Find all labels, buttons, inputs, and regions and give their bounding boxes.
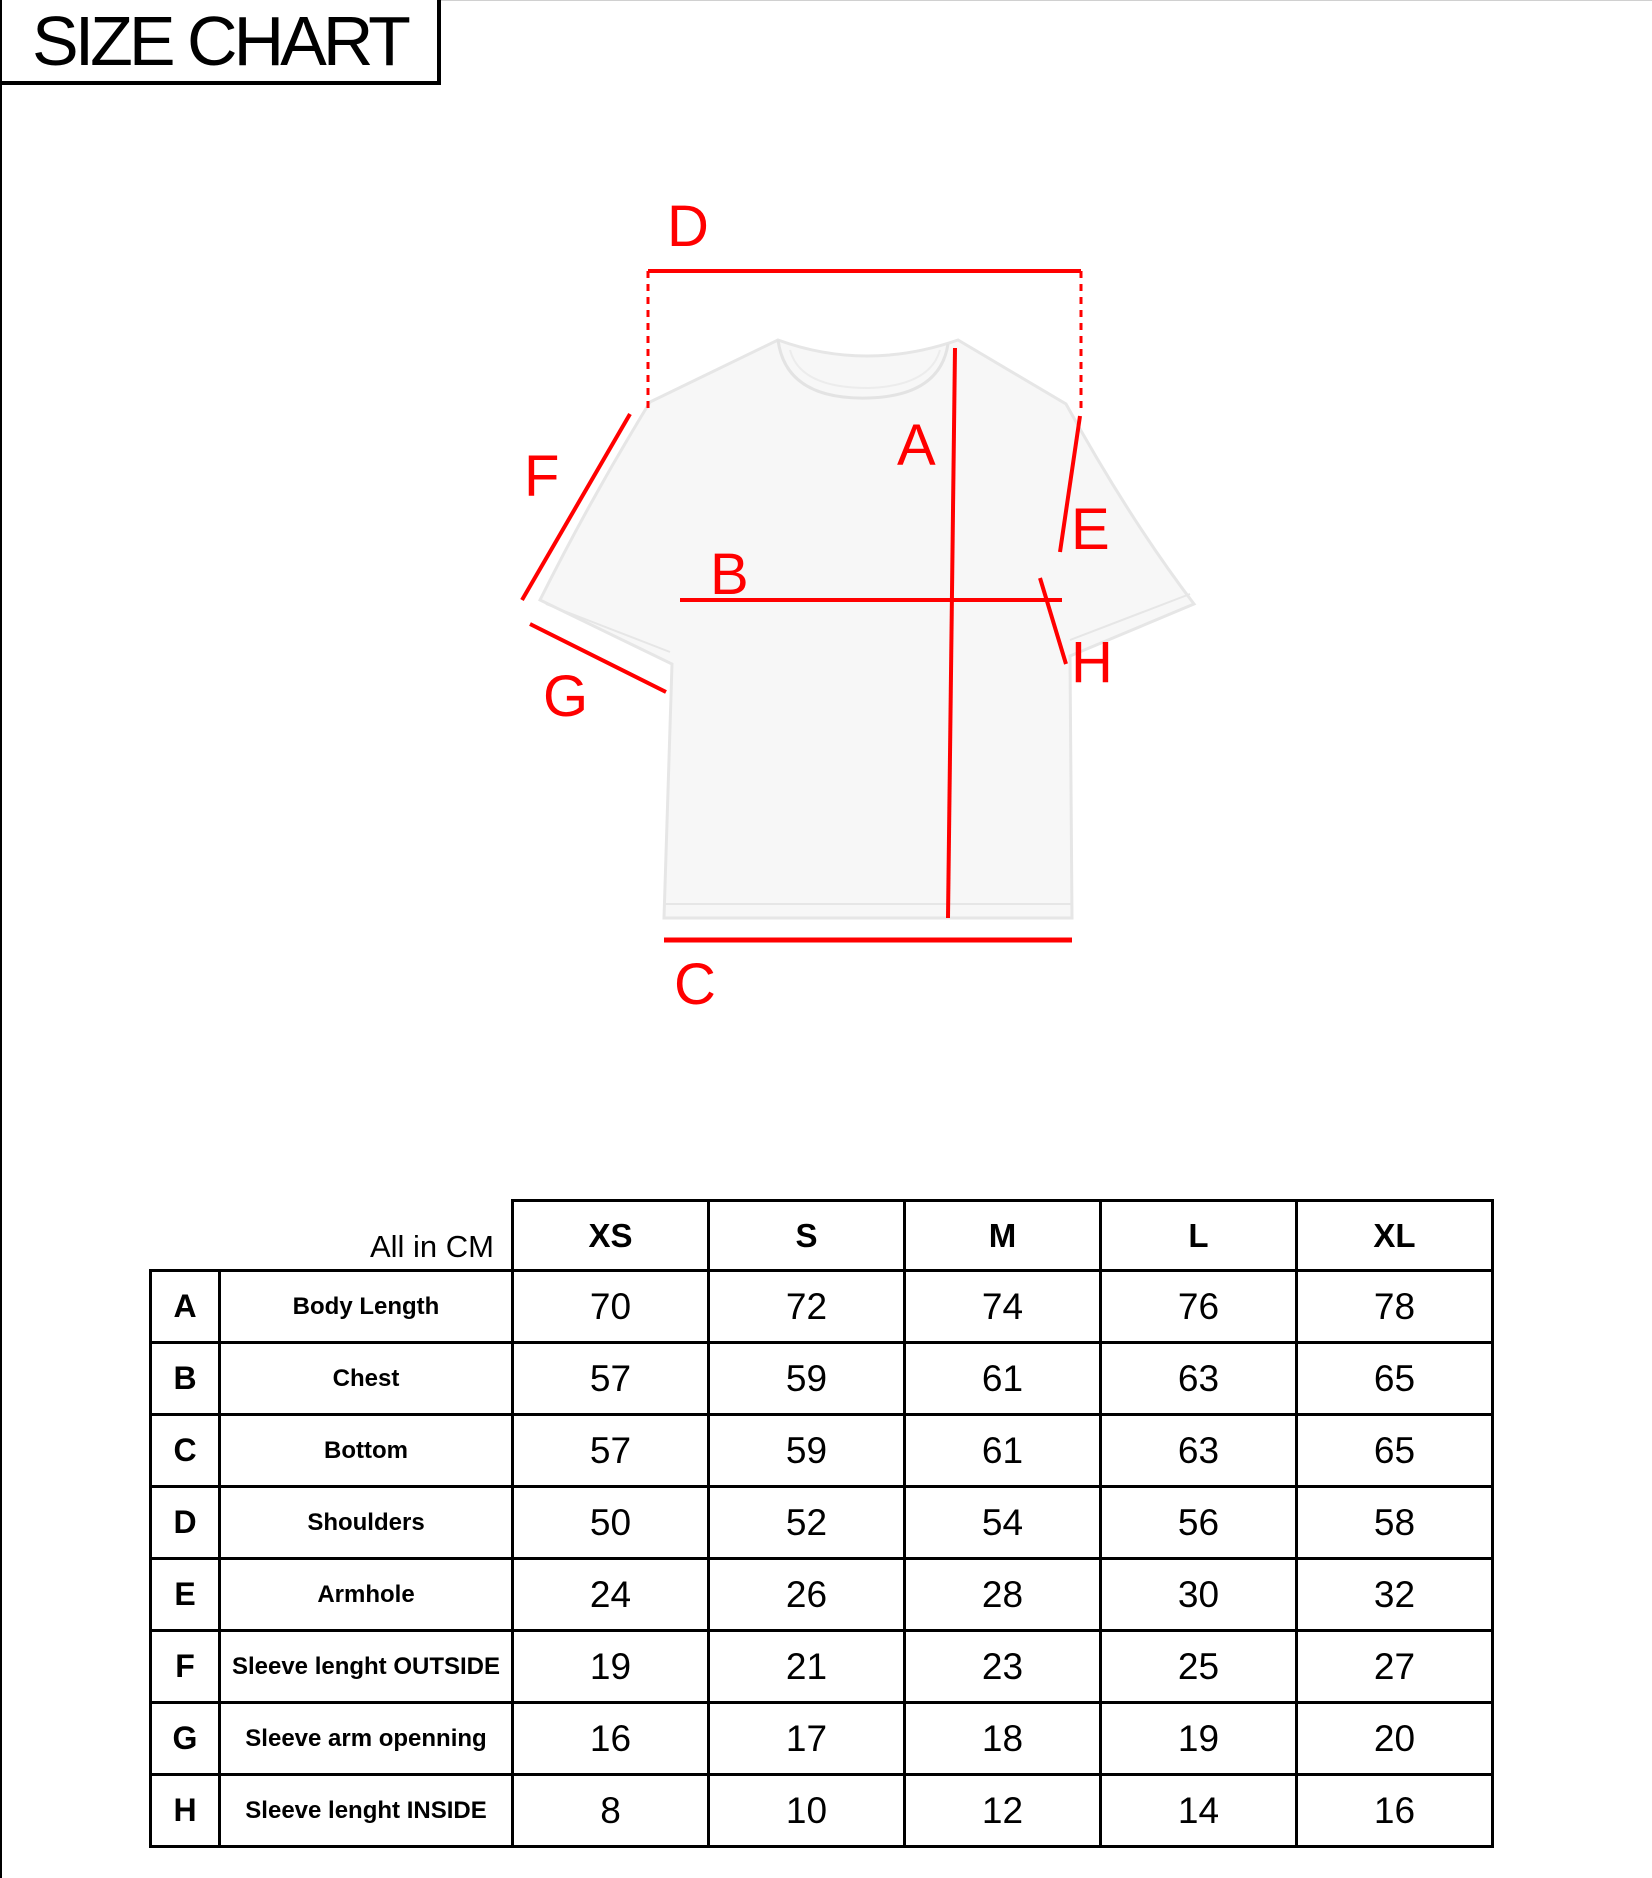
label-f: F — [524, 444, 560, 509]
value-cell: 17 — [709, 1703, 905, 1775]
table-row — [151, 1415, 1493, 1487]
label-b: B — [710, 542, 749, 607]
value-cell: 19 — [1101, 1703, 1297, 1775]
value-cell: 78 — [1297, 1271, 1493, 1343]
size-header-xs: XS — [513, 1201, 709, 1271]
row-label: Shoulders — [220, 1487, 513, 1559]
table-row — [151, 1775, 1493, 1847]
value-cell: 8 — [513, 1775, 709, 1847]
value-cell: 65 — [1297, 1415, 1493, 1487]
row-label: Body Length — [220, 1271, 513, 1343]
value-cell: 16 — [1297, 1775, 1493, 1847]
size-header-xl: XL — [1297, 1201, 1493, 1271]
value-cell: 18 — [905, 1703, 1101, 1775]
value-cell: 50 — [513, 1487, 709, 1559]
value-cell: 24 — [513, 1559, 709, 1631]
value-cell: 12 — [905, 1775, 1101, 1847]
value-cell: 74 — [905, 1271, 1101, 1343]
row-letter: A — [151, 1271, 220, 1343]
table-row — [151, 1559, 1493, 1631]
table-row — [151, 1631, 1493, 1703]
size-table — [149, 1199, 1494, 1848]
row-label: Sleeve lenght INSIDE — [220, 1775, 513, 1847]
value-cell: 52 — [709, 1487, 905, 1559]
value-cell: 61 — [905, 1415, 1101, 1487]
value-cell: 54 — [905, 1487, 1101, 1559]
value-cell: 57 — [513, 1415, 709, 1487]
value-cell: 56 — [1101, 1487, 1297, 1559]
label-h: H — [1071, 630, 1113, 695]
row-letter: B — [151, 1343, 220, 1415]
label-c: C — [674, 952, 716, 1017]
row-letter: D — [151, 1487, 220, 1559]
table-row — [151, 1271, 1493, 1343]
value-cell: 27 — [1297, 1631, 1493, 1703]
value-cell: 14 — [1101, 1775, 1297, 1847]
row-letter: G — [151, 1703, 220, 1775]
value-cell: 28 — [905, 1559, 1101, 1631]
label-a: A — [897, 413, 936, 478]
row-label: Bottom — [220, 1415, 513, 1487]
row-letter: F — [151, 1631, 220, 1703]
value-cell: 57 — [513, 1343, 709, 1415]
table-corner — [151, 1201, 513, 1271]
size-header-l: L — [1101, 1201, 1297, 1271]
row-label: Armhole — [220, 1559, 513, 1631]
size-header-s: S — [709, 1201, 905, 1271]
row-label: Chest — [220, 1343, 513, 1415]
value-cell: 70 — [513, 1271, 709, 1343]
label-d: D — [667, 194, 709, 259]
value-cell: 58 — [1297, 1487, 1493, 1559]
value-cell: 63 — [1101, 1415, 1297, 1487]
row-letter: H — [151, 1775, 220, 1847]
value-cell: 19 — [513, 1631, 709, 1703]
value-cell: 72 — [709, 1271, 905, 1343]
value-cell: 20 — [1297, 1703, 1493, 1775]
value-cell: 32 — [1297, 1559, 1493, 1631]
value-cell: 21 — [709, 1631, 905, 1703]
value-cell: 63 — [1101, 1343, 1297, 1415]
value-cell: 25 — [1101, 1631, 1297, 1703]
row-letter: C — [151, 1415, 220, 1487]
value-cell: 23 — [905, 1631, 1101, 1703]
value-cell: 10 — [709, 1775, 905, 1847]
value-cell: 76 — [1101, 1271, 1297, 1343]
table-row — [151, 1343, 1493, 1415]
row-label: Sleeve arm openning — [220, 1703, 513, 1775]
units-label: All in CM — [369, 1229, 494, 1264]
size-header-row — [151, 1201, 1493, 1271]
size-header-m: M — [905, 1201, 1101, 1271]
table-row — [151, 1703, 1493, 1775]
value-cell: 59 — [709, 1415, 905, 1487]
page-title: SIZE CHART — [32, 2, 407, 80]
table-row — [151, 1487, 1493, 1559]
value-cell: 30 — [1101, 1559, 1297, 1631]
row-label: Sleeve lenght OUTSIDE — [220, 1631, 513, 1703]
value-cell: 61 — [905, 1343, 1101, 1415]
value-cell: 59 — [709, 1343, 905, 1415]
tshirt-outline — [540, 340, 1194, 918]
value-cell: 26 — [709, 1559, 905, 1631]
label-g: G — [543, 664, 589, 729]
value-cell: 16 — [513, 1703, 709, 1775]
row-letter: E — [151, 1559, 220, 1631]
value-cell: 65 — [1297, 1343, 1493, 1415]
label-e: E — [1071, 497, 1110, 562]
